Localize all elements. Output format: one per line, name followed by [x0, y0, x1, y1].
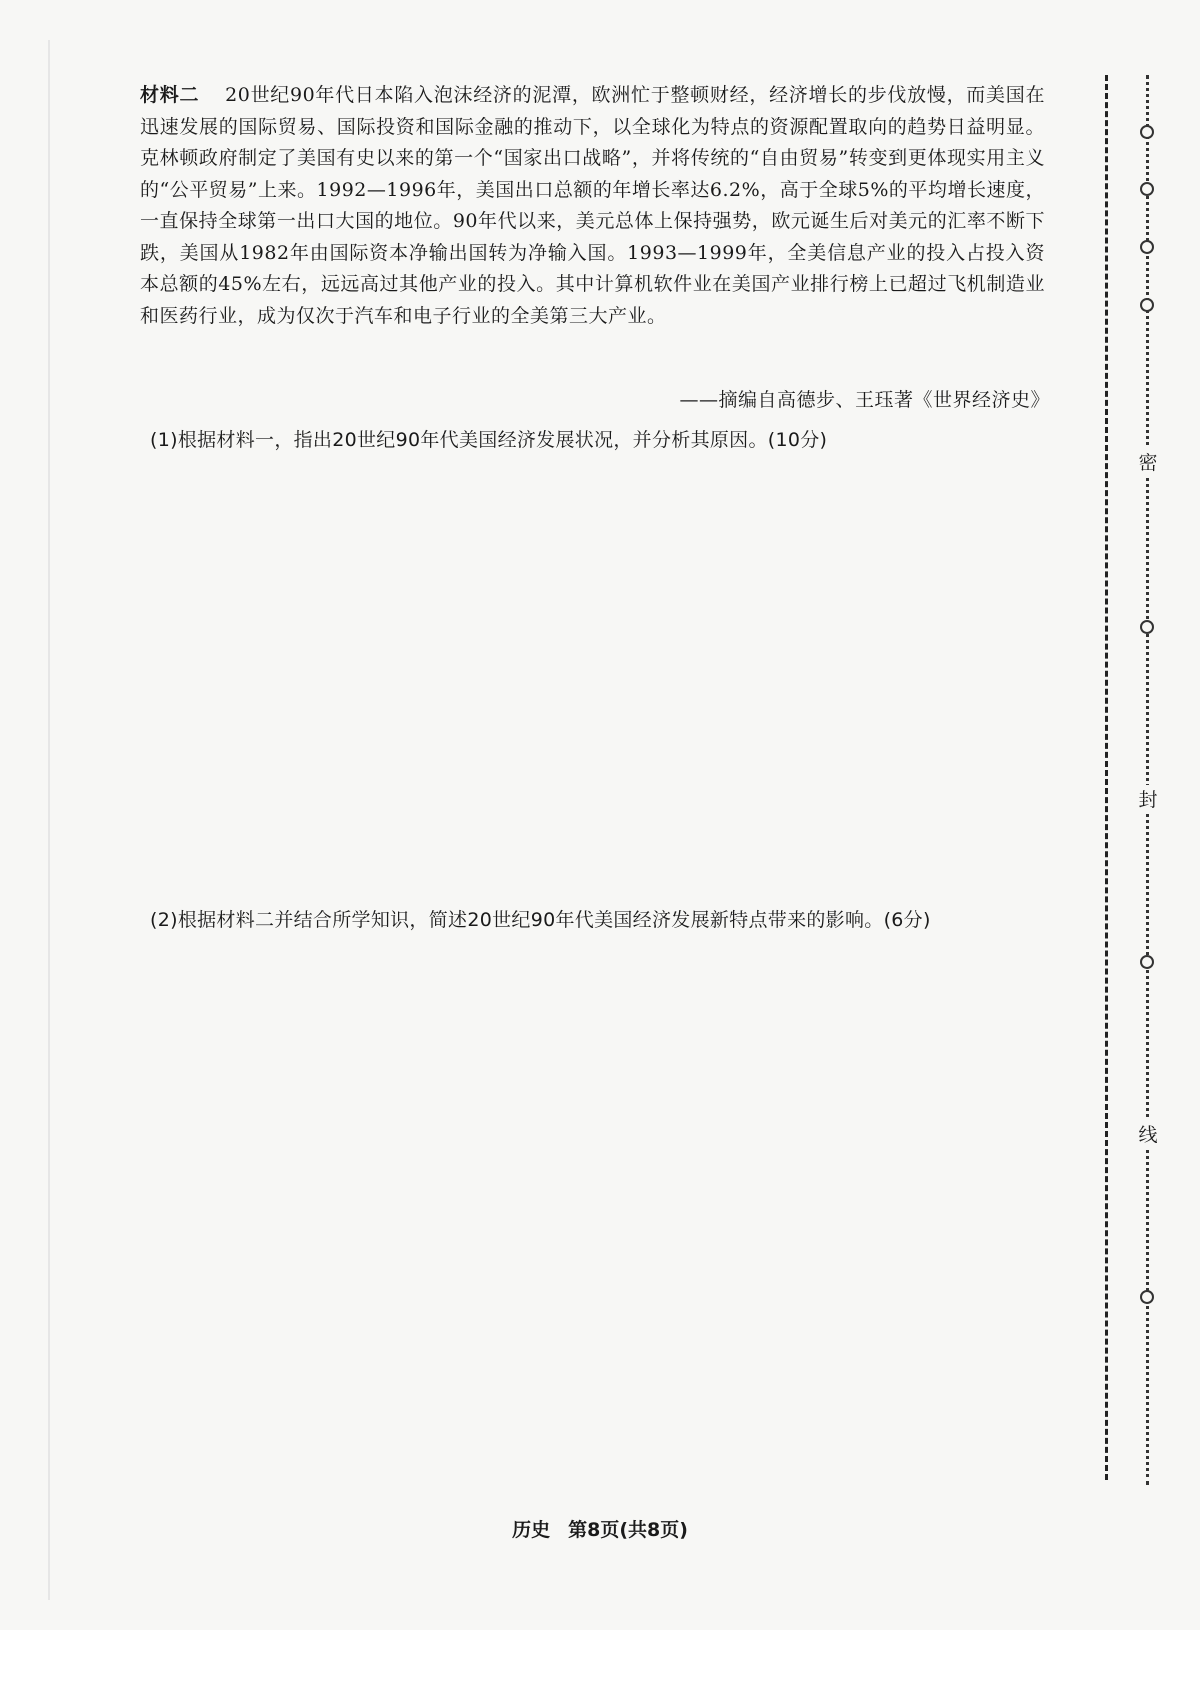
- binding-dashed-line: [1105, 75, 1108, 1480]
- question-1: (1)根据材料一，指出20世纪90年代美国经济发展状况，并分析其原因。(10分): [150, 429, 828, 451]
- binding-hole-icon: [1140, 182, 1154, 196]
- page-footer: [0, 1515, 1200, 1542]
- material-label: 材料二: [140, 84, 200, 106]
- binding-dotted-line: [1146, 75, 1149, 1485]
- material-two: [140, 80, 1045, 332]
- binding-hole-icon: [1140, 1290, 1154, 1304]
- footer-subject: 历史: [512, 1519, 551, 1541]
- scan-left-edge: [48, 40, 50, 1600]
- scan-bottom-margin: [0, 1630, 1200, 1699]
- material-text: 20世纪90年代日本陷入泡沫经济的泥潭，欧洲忙于整顿财经，经济增长的步伐放慢，而美国在迅速发展的国际贸易、国际投资和国际金融的推动下，以全球化为特点的资源配置取向的趋势日益明显。克林顿政府制定了美国有史以来的第一个“国家出口战略”，并将传统的“自由贸易”转变到更体现实用主义的“公平贸易”上来。1992—1996年，美国出口总额的年增长率达6.2%，高于全球5%的平均增长速度，一直保持全球第一出口大国的地位。90年代以来，美元总体上保持强势，欧元诞生后对美元的汇率不断下跌，美国从1982年由国际资本净输出国转为净输入国。1993—1999年，全美信息产业的投入占投入资本总额的45%左右，远远高过其他产业的投入。其中计算机软件业在美国产业排行榜上已超过飞机制造业和医药行业，成为仅次于汽车和电子行业的全美第三大产业。: [140, 84, 1045, 327]
- material-source: ——摘编自高德步、王珏著《世界经济史》: [679, 389, 1050, 411]
- binding-char-feng: 封: [1128, 785, 1168, 812]
- footer-page-number: 第8页(共8页): [568, 1519, 688, 1541]
- question-2: (2)根据材料二并结合所学知识，简述20世纪90年代美国经济发展新特点带来的影响。(6分): [150, 909, 931, 931]
- binding-hole-icon: [1140, 298, 1154, 312]
- binding-hole-icon: [1140, 620, 1154, 634]
- binding-hole-icon: [1140, 240, 1154, 254]
- binding-hole-icon: [1140, 955, 1154, 969]
- binding-char-xian: 线: [1128, 1120, 1168, 1147]
- binding-char-mi: 密: [1128, 448, 1168, 475]
- binding-hole-icon: [1140, 125, 1154, 139]
